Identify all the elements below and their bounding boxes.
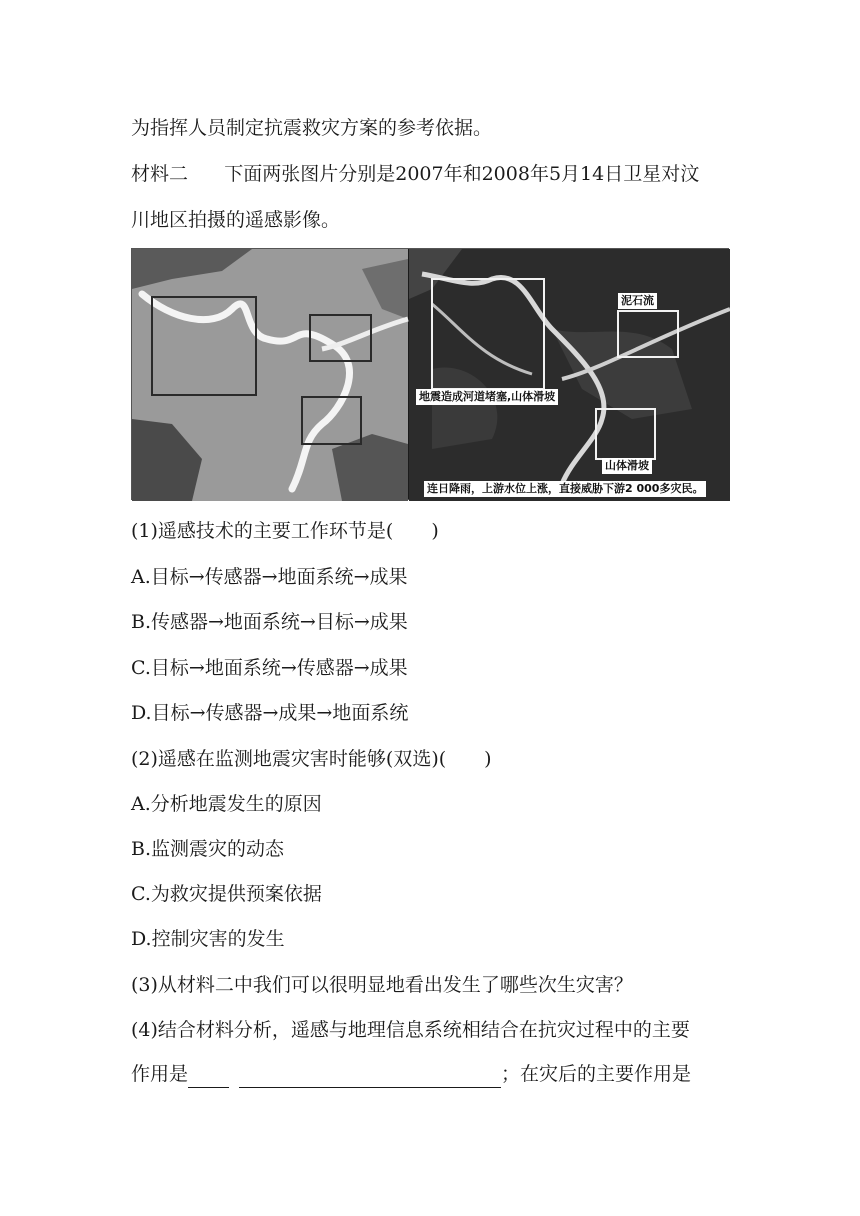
question-1-option-a: A.目标→传感器→地面系统→成果 — [131, 566, 408, 588]
question-1-stem: (1)遥感技术的主要工作环节是( ) — [131, 520, 439, 542]
intro-tail-text: 为指挥人员制定抗震救灾方案的参考依据。 — [131, 117, 493, 139]
satellite-images-figure — [131, 248, 729, 500]
question-2-stem: (2)遥感在监测地震灾害时能够(双选)( ) — [131, 748, 492, 770]
material2-line2: 川地区拍摄的遥感影像。 — [131, 209, 341, 231]
label-debris-flow: 泥石流 — [618, 293, 657, 309]
question-3-stem: (3)从材料二中我们可以很明显地看出发生了哪些次生灾害？ — [131, 974, 633, 996]
question-1-option-c: C.目标→地面系统→传感器→成果 — [131, 657, 408, 679]
question-1-option-b: B.传感器→地面系统→目标→成果 — [131, 611, 408, 633]
question-4-line2 — [131, 1060, 691, 1088]
question-4-prefix: 作用是 — [131, 1063, 189, 1085]
question-2-option-c: C.为救灾提供预案依据 — [131, 883, 322, 905]
question-4-suffix: ；在灾后的主要作用是 — [501, 1063, 692, 1085]
question-2-option-a: A.分析地震发生的原因 — [131, 793, 322, 815]
label-rain-warning: 连日降雨，上游水位上涨，直接威胁下游2 000多灾民。 — [424, 481, 706, 497]
material2-line1: 材料二 下面两张图片分别是2007年和2008年5月14日卫星对汶 — [131, 163, 700, 185]
answer-blank-2[interactable] — [239, 1065, 501, 1088]
answer-blank-1[interactable] — [188, 1065, 229, 1088]
question-1-option-d: D.目标→传感器→成果→地面系统 — [131, 702, 409, 724]
question-2-option-b: B.监测震灾的动态 — [131, 838, 285, 860]
question-2-option-d: D.控制灾害的发生 — [131, 928, 285, 950]
label-dam-landslide: 地震造成河道堵塞,山体滑坡 — [416, 389, 558, 405]
question-4-stem: (4)结合材料分析，遥感与地理信息系统相结合在抗灾过程中的主要 — [131, 1019, 690, 1041]
label-landslide: 山体滑坡 — [602, 458, 652, 474]
